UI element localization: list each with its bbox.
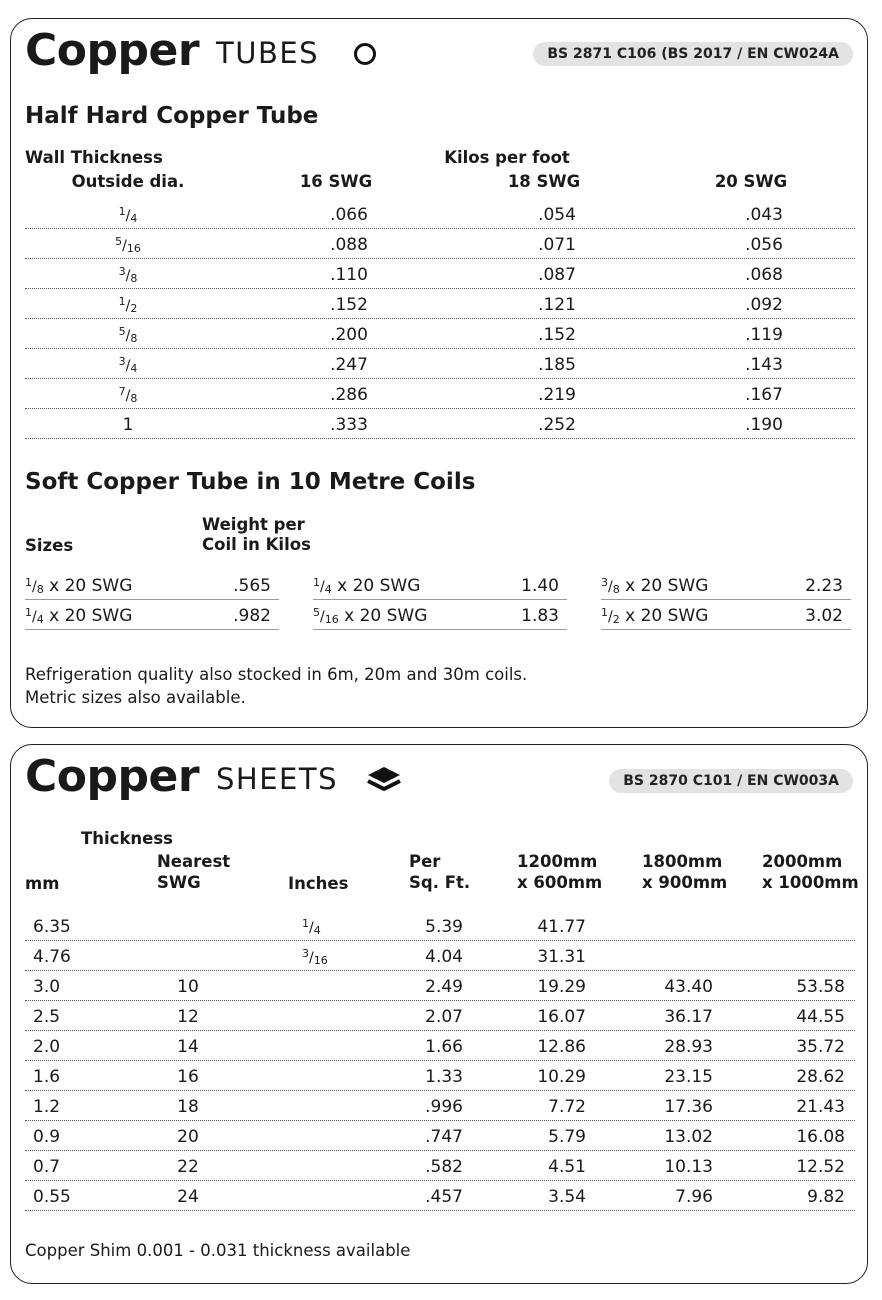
- size1800-cell: 43.40: [664, 977, 713, 997]
- table-row: [25, 199, 855, 229]
- size1200-header-line1: 1200mm: [517, 852, 598, 871]
- outside-dia-numerator: 7: [118, 385, 126, 398]
- table-row: [25, 1061, 855, 1091]
- sqft-header: Sq. Ft.: [409, 873, 471, 892]
- size1200-cell: 7.72: [548, 1097, 586, 1117]
- half-hard-heading: Half Hard Copper Tube: [25, 103, 319, 129]
- sheets-standard-badge: BS 2870 C101 / EN CW003A: [609, 769, 853, 793]
- inches-fraction-numerator: 1: [302, 917, 309, 930]
- inches-fraction-denominator: 4: [313, 924, 321, 937]
- size1800-cell: 7.96: [675, 1187, 713, 1207]
- swg20-cell: .056: [745, 235, 783, 255]
- outside-dia-denominator: 8: [130, 392, 138, 405]
- sheets-title: Copper: [25, 751, 200, 802]
- size1200-cell: 4.51: [548, 1157, 586, 1177]
- size1800-cell: 17.36: [664, 1097, 713, 1117]
- nearest-header: Nearest: [157, 852, 231, 871]
- outside-dia-cell: [119, 325, 138, 345]
- outside-dia-denominator: 2: [130, 302, 138, 315]
- coil-weight-cell: .982: [233, 606, 271, 626]
- table-row: [25, 1181, 855, 1211]
- coil-weight-cell: 3.02: [805, 606, 843, 626]
- size1200-cell: 19.29: [537, 977, 586, 997]
- swg-header: SWG: [157, 873, 201, 892]
- coil-size-fraction-numerator: 1: [25, 576, 32, 589]
- swg16-cell: .247: [330, 355, 368, 375]
- inches-cell: [302, 947, 328, 967]
- size1800-header-line1: 1800mm: [642, 852, 723, 871]
- size1800-cell: 23.15: [664, 1067, 713, 1087]
- coil-size-cell: [313, 576, 420, 596]
- swg16-header: 16 SWG: [299, 172, 373, 191]
- tubes-panel: [10, 18, 868, 728]
- coil-row: [601, 570, 851, 600]
- outside-dia-denominator: 4: [130, 362, 138, 375]
- refrigeration-note: Refrigeration quality also stocked in 6m, 20m and 30m coils.: [25, 665, 528, 684]
- mm-cell: 2.0: [33, 1037, 61, 1057]
- inches-fraction-numerator: 3: [302, 947, 309, 960]
- swg-cell: 20: [177, 1127, 199, 1147]
- outside-dia-cell: [119, 355, 138, 375]
- table-row: [25, 409, 855, 439]
- outside-dia-denominator: 8: [130, 272, 138, 285]
- coil-size-cell: [601, 576, 708, 596]
- outside-dia-denominator: 16: [126, 242, 141, 255]
- metric-note: Metric sizes also available.: [25, 688, 246, 707]
- outside-dia-denominator: 8: [130, 332, 138, 345]
- weight-header-line2: Coil in Kilos: [202, 535, 311, 554]
- table-row: [25, 1121, 855, 1151]
- swg18-cell: .185: [538, 355, 576, 375]
- swg-cell: 12: [177, 1007, 199, 1027]
- swg20-cell: .190: [745, 415, 783, 435]
- table-row: [25, 289, 855, 319]
- coil-size-suffix: x 20 SWG: [43, 606, 133, 626]
- size2000-cell: 21.43: [796, 1097, 845, 1117]
- coil-size-fraction-numerator: 1: [25, 606, 32, 619]
- inches-header: Inches: [288, 874, 349, 893]
- swg20-cell: .043: [745, 205, 783, 225]
- wall-thickness-header: Wall Thickness: [25, 148, 163, 167]
- mm-cell: 1.2: [33, 1097, 61, 1117]
- size2000-cell: 12.52: [796, 1157, 845, 1177]
- size2000-cell: 28.62: [796, 1067, 845, 1087]
- swg-cell: 16: [177, 1067, 199, 1087]
- coil-size-fraction: [313, 606, 339, 626]
- table-row: [25, 319, 855, 349]
- mm-cell: 1.6: [33, 1067, 61, 1087]
- tubes-subtitle: TUBES: [216, 36, 320, 70]
- sqft-cell: 5.39: [425, 917, 463, 937]
- swg18-cell: .087: [538, 265, 576, 285]
- sqft-cell: .996: [425, 1097, 463, 1117]
- mm-cell: 4.76: [33, 947, 71, 967]
- size1200-cell: 41.77: [537, 917, 586, 937]
- swg-cell: 24: [177, 1187, 199, 1207]
- size1800-cell: 36.17: [664, 1007, 713, 1027]
- size1200-cell: 10.29: [537, 1067, 586, 1087]
- sqft-cell: .457: [425, 1187, 463, 1207]
- coil-weight-cell: 1.40: [521, 576, 559, 596]
- swg16-cell: .152: [330, 295, 368, 315]
- swg16-cell: .333: [330, 415, 368, 435]
- coil-size-fraction-numerator: 1: [313, 576, 320, 589]
- outside-dia-numerator: 3: [118, 355, 126, 368]
- size1800-cell: 13.02: [664, 1127, 713, 1147]
- outside-dia-slash: /: [125, 388, 131, 404]
- table-row: [25, 349, 855, 379]
- coil-size-cell: [313, 606, 427, 626]
- circle-icon: [354, 43, 376, 65]
- size1200-cell: 5.79: [548, 1127, 586, 1147]
- coil-size-fraction-denominator: 8: [36, 583, 44, 596]
- sqft-cell: .582: [425, 1157, 463, 1177]
- size2000-cell: 35.72: [796, 1037, 845, 1057]
- coil-size-fraction-slash: /: [320, 579, 325, 595]
- size2000-cell: 44.55: [796, 1007, 845, 1027]
- stacked-sheets-icon: [366, 765, 402, 793]
- swg16-cell: .286: [330, 385, 368, 405]
- coil-size-suffix: x 20 SWG: [331, 576, 421, 596]
- coil-size-fraction-slash: /: [32, 579, 37, 595]
- inches-fraction: [302, 947, 328, 967]
- size2000-header-line1: 2000mm: [762, 852, 843, 871]
- swg-cell: 14: [177, 1037, 199, 1057]
- coil-size-fraction: [25, 606, 44, 626]
- coil-size-fraction-slash: /: [608, 579, 613, 595]
- inches-fraction-slash: /: [309, 920, 314, 936]
- outside-dia-cell: [119, 205, 138, 225]
- coil-size-cell: [25, 606, 132, 626]
- size2000-cell: 9.82: [807, 1187, 845, 1207]
- outside-dia-cell: [119, 265, 138, 285]
- size1200-cell: 12.86: [537, 1037, 586, 1057]
- outside-dia-cell: [115, 235, 141, 255]
- size1200-cell: 16.07: [537, 1007, 586, 1027]
- swg18-cell: .054: [538, 205, 576, 225]
- coil-size-suffix: x 20 SWG: [619, 606, 709, 626]
- swg18-cell: .071: [538, 235, 576, 255]
- table-row: [25, 1151, 855, 1181]
- table-row: [25, 259, 855, 289]
- outside-dia-slash: /: [125, 328, 131, 344]
- outside-dia-numerator: 3: [118, 265, 126, 278]
- sizes-header: Sizes: [25, 536, 74, 555]
- outside-dia-cell: [119, 385, 138, 405]
- mm-cell: 6.35: [33, 917, 71, 937]
- tubes-standard-badge: BS 2871 C106 (BS 2017 / EN CW024A: [533, 42, 853, 66]
- sqft-cell: 4.04: [425, 947, 463, 967]
- swg20-cell: .167: [745, 385, 783, 405]
- size2000-cell: 16.08: [796, 1127, 845, 1147]
- outside-dia-numerator: 5: [118, 325, 126, 338]
- swg20-cell: .143: [745, 355, 783, 375]
- sqft-cell: 1.33: [425, 1067, 463, 1087]
- size1200-header-line2: x 600mm: [517, 873, 603, 892]
- coil-size-fraction-denominator: 16: [324, 613, 339, 626]
- outside-dia-header: Outside dia.: [71, 172, 185, 191]
- coil-weight-cell: 2.23: [805, 576, 843, 596]
- swg16-cell: .066: [330, 205, 368, 225]
- table-row: [25, 229, 855, 259]
- thickness-header: Thickness: [81, 829, 173, 848]
- coil-size-fraction-denominator: 4: [36, 613, 44, 626]
- table-row: [25, 1091, 855, 1121]
- outside-dia-numerator: 1: [118, 205, 126, 218]
- soft-copper-heading: Soft Copper Tube in 10 Metre Coils: [25, 469, 476, 495]
- inches-fraction-denominator: 16: [313, 954, 328, 967]
- coil-row: [601, 600, 851, 630]
- sqft-cell: 1.66: [425, 1037, 463, 1057]
- coil-size-fraction-slash: /: [320, 609, 325, 625]
- outside-dia-denominator: 4: [130, 212, 138, 225]
- sheets-panel: [10, 744, 868, 1284]
- swg18-header: 18 SWG: [507, 172, 581, 191]
- coil-size-fraction: [601, 606, 620, 626]
- swg20-cell: .092: [745, 295, 783, 315]
- coil-size-fraction-slash: /: [608, 609, 613, 625]
- coil-size-fraction-slash: /: [32, 609, 37, 625]
- size1200-cell: 31.31: [537, 947, 586, 967]
- table-row: [25, 911, 855, 941]
- size2000-cell: 53.58: [796, 977, 845, 997]
- outside-dia-whole: 1: [122, 415, 134, 435]
- mm-cell: 0.55: [33, 1187, 71, 1207]
- outside-dia-cell: [123, 415, 134, 435]
- swg-cell: 10: [177, 977, 199, 997]
- inches-cell: [302, 917, 321, 937]
- sqft-cell: 2.49: [425, 977, 463, 997]
- size1200-cell: 3.54: [548, 1187, 586, 1207]
- coil-size-fraction-numerator: 5: [313, 606, 320, 619]
- outside-dia-slash: /: [125, 358, 131, 374]
- table-row: [25, 971, 855, 1001]
- outside-dia-numerator: 5: [115, 235, 123, 248]
- outside-dia-slash: /: [125, 208, 131, 224]
- mm-cell: 3.0: [33, 977, 61, 997]
- swg18-cell: .252: [538, 415, 576, 435]
- coil-size-fraction-denominator: 8: [612, 583, 620, 596]
- per-header: Per: [409, 852, 441, 871]
- coil-row: [25, 600, 279, 630]
- coil-size-suffix: x 20 SWG: [338, 606, 428, 626]
- coil-size-fraction-numerator: 3: [601, 576, 608, 589]
- swg20-cell: .068: [745, 265, 783, 285]
- coil-size-fraction: [313, 576, 332, 596]
- table-row: [25, 1001, 855, 1031]
- size2000-header-line2: x 1000mm: [762, 873, 859, 892]
- coil-size-fraction-denominator: 4: [324, 583, 332, 596]
- sqft-cell: .747: [425, 1127, 463, 1147]
- swg20-cell: .119: [745, 325, 783, 345]
- table-row: [25, 379, 855, 409]
- mm-cell: 2.5: [33, 1007, 61, 1027]
- swg16-cell: .110: [330, 265, 368, 285]
- swg-cell: 18: [177, 1097, 199, 1117]
- coil-weight-cell: 1.83: [521, 606, 559, 626]
- size1800-cell: 10.13: [664, 1157, 713, 1177]
- coil-size-fraction: [25, 576, 44, 596]
- weight-header-line1: Weight per: [202, 515, 305, 534]
- coil-size-fraction-numerator: 1: [601, 606, 608, 619]
- tubes-title: Copper: [25, 25, 200, 76]
- coil-size-cell: [25, 576, 132, 596]
- mm-cell: 0.9: [33, 1127, 61, 1147]
- outside-dia-slash: /: [125, 298, 131, 314]
- coil-row: [313, 570, 567, 600]
- coil-weight-cell: .565: [233, 576, 271, 596]
- coil-size-cell: [601, 606, 708, 626]
- coil-size-suffix: x 20 SWG: [619, 576, 709, 596]
- inches-fraction-slash: /: [309, 950, 314, 966]
- swg18-cell: .152: [538, 325, 576, 345]
- shim-note: Copper Shim 0.001 - 0.031 thickness available: [25, 1241, 411, 1260]
- sheets-subtitle: SHEETS: [216, 762, 338, 796]
- outside-dia-slash: /: [125, 268, 131, 284]
- coil-size-fraction-denominator: 2: [612, 613, 620, 626]
- mm-cell: 0.7: [33, 1157, 61, 1177]
- outside-dia-cell: [119, 295, 138, 315]
- swg-cell: 22: [177, 1157, 199, 1177]
- swg20-header: 20 SWG: [714, 172, 788, 191]
- coil-size-fraction: [601, 576, 620, 596]
- coil-row: [313, 600, 567, 630]
- table-row: [25, 941, 855, 971]
- sqft-cell: 2.07: [425, 1007, 463, 1027]
- swg16-cell: .200: [330, 325, 368, 345]
- outside-dia-numerator: 1: [118, 295, 126, 308]
- table-row: [25, 1031, 855, 1061]
- swg16-cell: .088: [330, 235, 368, 255]
- coil-row: [25, 570, 279, 600]
- size1800-cell: 28.93: [664, 1037, 713, 1057]
- mm-header: mm: [25, 874, 60, 893]
- inches-fraction: [302, 917, 321, 937]
- size1800-header-line2: x 900mm: [642, 873, 728, 892]
- outside-dia-slash: /: [122, 238, 127, 254]
- kilos-per-foot-header: Kilos per foot: [444, 148, 570, 167]
- swg18-cell: .121: [538, 295, 576, 315]
- swg18-cell: .219: [538, 385, 576, 405]
- coil-size-suffix: x 20 SWG: [43, 576, 133, 596]
